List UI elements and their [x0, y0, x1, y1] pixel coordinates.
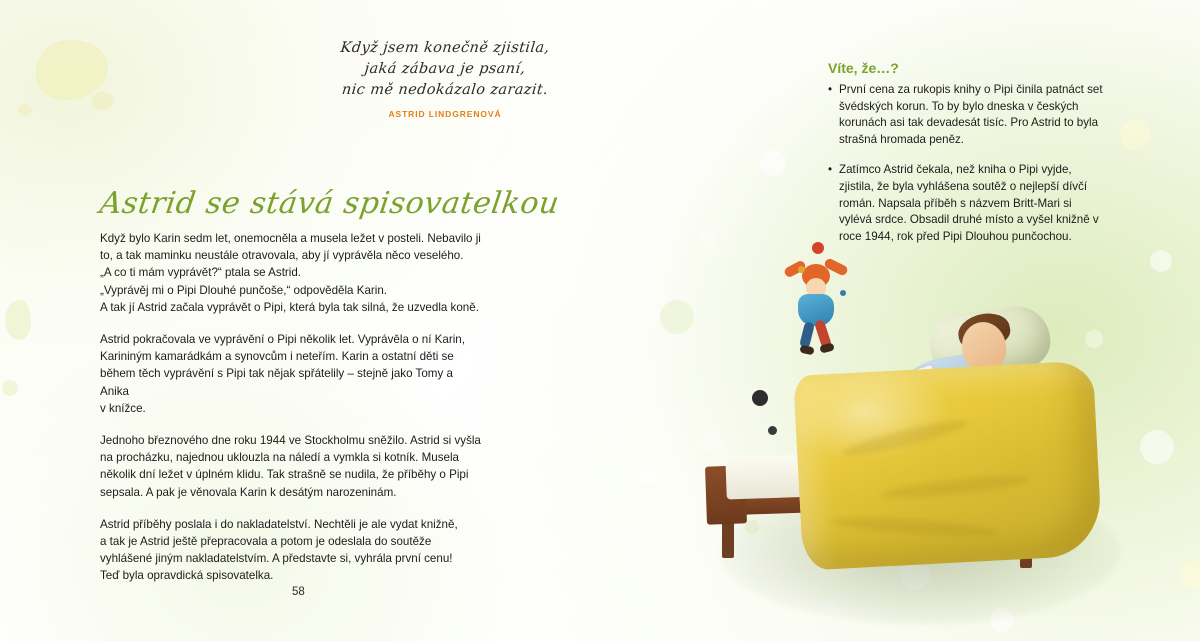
text-line: vyhlášené jiným nakladatelstvím. A představte si, vyhrála první cenu! — [100, 552, 453, 566]
blanket — [793, 360, 1103, 570]
decorative-blob — [36, 40, 108, 100]
paint-splatter — [840, 290, 846, 296]
list-item — [828, 82, 1106, 148]
text-line: Teď byla opravdická spisovatelka. — [100, 569, 274, 583]
illustration-girl-reading-in-bed — [690, 230, 1160, 630]
decorative-blob — [18, 104, 32, 116]
text-line: švédských korun. To by bylo dneska v českých — [839, 99, 1079, 113]
bokeh-circle — [640, 470, 656, 486]
text-line: román. Napsala příběh s názvem Britt-Mari si vylévá — [839, 196, 1072, 227]
pippi-figure — [782, 258, 854, 354]
bokeh-circle — [660, 300, 694, 334]
list-item-text — [839, 82, 1106, 148]
text-line: Astrid pokračovala ve vyprávění o Pipi několik let. Vyprávěla o ní Karin, — [100, 333, 465, 347]
paragraph — [100, 432, 482, 501]
paint-splatter — [812, 242, 824, 254]
decorative-blob — [5, 300, 31, 340]
quote-author: ASTRID LINDGRENOVÁ — [388, 109, 502, 119]
body-text-column — [100, 230, 482, 600]
pippi-shoe — [799, 345, 814, 356]
text-line: srdce. Obsadil druhé místo a vyšel knižně v roce 1944, — [839, 213, 1099, 243]
decorative-blob — [92, 92, 114, 110]
paint-splatter — [752, 390, 768, 406]
paragraph — [100, 331, 482, 417]
text-line: První cena za rukopis knihy o Pipi činila patnáct set — [839, 83, 1103, 96]
text-line: několik dní ležet v úplném klidu. Tak strašně se nudila, že příběhy o Pipi — [100, 468, 469, 482]
bokeh-circle — [1120, 120, 1150, 150]
text-line: během těch vyprávění s Pipi tak nějak spřátelily – stejně jako Tomy a Anika — [100, 367, 453, 398]
page-number: 58 — [292, 586, 305, 598]
text-line: Zatímco Astrid čekala, než kniha o Pipi vyjde, — [839, 163, 1072, 177]
text-line: Astrid příběhy poslala i do nakladatelství. Nechtěli je ale vydat knižně, — [100, 517, 458, 531]
decorative-blob — [2, 380, 18, 396]
pippi-shoe — [819, 342, 835, 353]
sidebar-title: Víte, že…? — [828, 60, 899, 76]
text-line: korunách asi tak devadesát tisíc. Pro Astrid to byla — [839, 116, 1099, 130]
text-line: a tak je Astrid ještě přepracovala a potom je odeslala do soutěže — [100, 535, 432, 549]
text-line: zjistila, že byla vyhlášena soutěž o nejlepší dívčí — [839, 179, 1088, 193]
bokeh-circle — [678, 560, 690, 572]
text-line: Když bylo Karin sedm let, onemocněla a musela ležet v posteli. Nebavilo ji — [100, 232, 481, 245]
bullet-marker: • — [828, 83, 833, 96]
paint-splatter — [798, 266, 805, 273]
bokeh-circle — [760, 150, 786, 176]
text-line: A tak jí Astrid začala vyprávět o Pipi, která byla tak silná, že uzvedla koně. — [100, 300, 479, 314]
text-line: Jednoho březnového dne roku 1944 ve Stockholmu sněžilo. Astrid si vyšla — [100, 434, 481, 448]
paint-splatter — [768, 426, 777, 435]
text-line: „Vyprávěj mi o Pipi Dlouhé punčoše,“ odpověděla Karin. — [100, 283, 387, 297]
paragraph — [100, 230, 482, 316]
bokeh-circle — [1180, 560, 1200, 588]
quote-line: Když jsem konečně zjistila, — [339, 40, 551, 56]
quote-line: jaká zábava je psaní, — [363, 61, 527, 77]
text-line: „A co ti mám vyprávět?“ ptala se Astrid. — [100, 266, 302, 280]
text-line: to, a tak maminku neustále otravovala, aby jí vyprávěla něco veselého. — [100, 249, 464, 263]
text-line: na procházku, najednou uklouzla na náledí a vymkla si kotník. Musela — [100, 451, 459, 465]
text-line: Karininým kamarádkám a synovcům i neteřím. Karin a ostatní děti se — [100, 350, 454, 364]
quote-line: nic mě nedokázalo zarazit. — [341, 82, 550, 98]
chapter-title: Astrid se stává spisovatelkou — [97, 186, 562, 221]
paragraph — [100, 516, 482, 585]
epigraph-quote — [330, 38, 560, 119]
bullet-marker: • — [828, 163, 833, 177]
text-line: strašná hromada peněz. — [839, 132, 965, 146]
text-line: sepsala. A pak je věnovala Karin k desátým narozeninám. — [100, 485, 397, 499]
text-line: rok před Pipi Dlouhou punčochou. — [897, 229, 1072, 243]
text-line: v knížce. — [100, 401, 146, 415]
